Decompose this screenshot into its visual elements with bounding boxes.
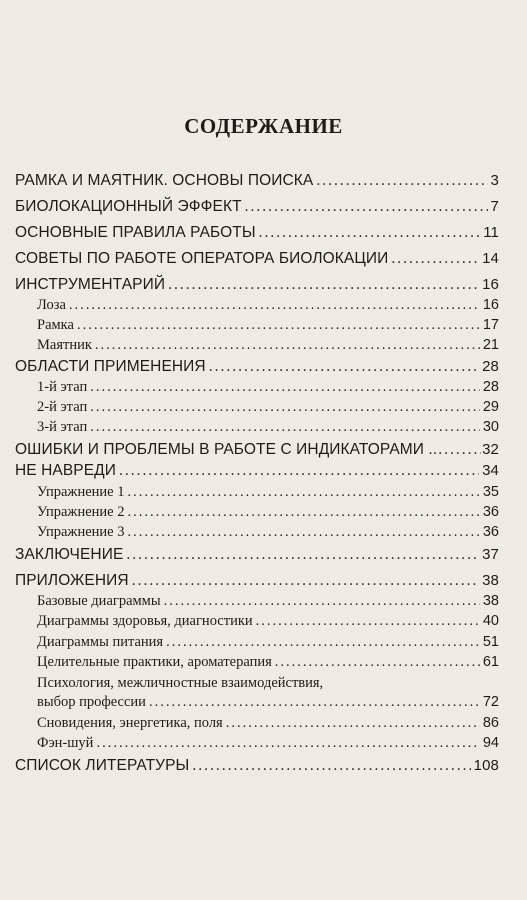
leader-dots [127, 524, 479, 541]
toc-entry-title: Сновидения, энергетика, поля [37, 715, 223, 731]
leader-dots [164, 593, 480, 610]
toc-entry [15, 276, 499, 294]
toc-entry [37, 317, 499, 334]
leader-dots [438, 441, 481, 459]
toc-entry [37, 399, 499, 416]
leader-dots [90, 379, 480, 396]
toc-entry [37, 613, 499, 630]
toc-entry-title: РАМКА И МАЯТНИК. ОСНОВЫ ПОИСКА [15, 172, 314, 189]
leader-dots [256, 613, 480, 630]
toc-entry-title: Маятник [37, 337, 92, 353]
toc-page-number: 32 [482, 441, 499, 458]
toc-page-number: 7 [490, 198, 499, 215]
toc-page-number: 86 [482, 715, 499, 731]
toc-entry-title: 3-й этап [37, 419, 88, 435]
toc-entry [37, 694, 499, 711]
toc-entry-title: Диаграммы здоровья, диагностики [37, 613, 253, 629]
leader-dots [95, 337, 480, 354]
toc-entry-title: 2-й этап [37, 399, 88, 415]
leader-dots [192, 757, 470, 775]
toc-entry [15, 572, 499, 590]
toc-entry [37, 524, 499, 541]
toc-entry-title: НЕ НАВРЕДИ [15, 462, 117, 479]
toc-entry [15, 172, 499, 190]
leader-dots [77, 317, 480, 334]
leader-dots [259, 224, 481, 242]
toc-entry [15, 358, 499, 376]
leader-dots [168, 276, 479, 294]
toc-entry [15, 224, 499, 242]
toc-entry-title: Психология, межличностные взаимодействия, [37, 675, 324, 691]
toc-entry-title: ИНСТРУМЕНТАРИЙ [15, 276, 166, 293]
toc-page-number: 30 [482, 419, 499, 435]
toc-entry [15, 462, 499, 480]
toc-page-number: 29 [482, 399, 499, 415]
toc-entry-title: 1-й этап [37, 379, 88, 395]
toc-entry [37, 675, 499, 692]
toc-entry-title: Упражнение 2 [37, 504, 125, 520]
toc-entry-title: ОШИБКИ И ПРОБЛЕМЫ В РАБОТЕ С ИНДИКАТОРАМИ .. [15, 441, 438, 458]
toc-page-number: 51 [482, 634, 499, 650]
toc-entry-title: Упражнение 1 [37, 484, 125, 500]
toc-entry-title: Целительные практики, ароматерапия [37, 654, 272, 670]
toc-page-number: 38 [482, 593, 499, 609]
toc-entry-title: выбор профессии [37, 694, 146, 710]
toc-entry-title: СПИСОК ЛИТЕРАТУРЫ [15, 757, 190, 774]
toc-entry [37, 634, 499, 651]
toc-entry [37, 297, 499, 314]
toc-page-number: 36 [482, 524, 499, 540]
toc-entry-title: Фэн-шуй [37, 735, 94, 751]
toc-page-number: 61 [482, 654, 499, 670]
toc-page-number: 34 [482, 462, 499, 479]
toc-page-number: 36 [482, 504, 499, 520]
toc-entry-title: ОБЛАСТИ ПРИМЕНЕНИЯ [15, 358, 206, 375]
toc-page-number: 16 [482, 297, 499, 313]
toc-entry [15, 250, 499, 268]
toc-entry-title: ЗАКЛЮЧЕНИЕ [15, 546, 124, 563]
toc-entry [15, 198, 499, 216]
leader-dots [127, 484, 479, 501]
leader-dots [226, 715, 480, 732]
leader-dots [149, 694, 480, 711]
toc-entry [15, 757, 499, 775]
toc-page-number: 108 [473, 757, 499, 774]
toc-entry [15, 441, 499, 459]
toc-page-number: 35 [482, 484, 499, 500]
leader-dots [69, 297, 480, 314]
toc-entry-title: СОВЕТЫ ПО РАБОТЕ ОПЕРАТОРА БИОЛОКАЦИИ [15, 250, 389, 267]
leader-dots [316, 172, 487, 190]
leader-dots [96, 735, 479, 752]
toc-entry [37, 504, 499, 521]
leader-dots [127, 504, 479, 521]
toc-entry-title: ПРИЛОЖЕНИЯ [15, 572, 129, 589]
toc-entry [37, 484, 499, 501]
leader-dots [90, 399, 480, 416]
toc-page-number: 17 [482, 317, 499, 333]
leader-dots [275, 654, 480, 671]
leader-dots [209, 358, 479, 376]
toc-entry-title: Упражнение 3 [37, 524, 125, 540]
toc-entry [15, 546, 499, 564]
toc-page-number: 28 [482, 358, 499, 375]
toc-entry [37, 419, 499, 436]
toc-entry-title: Диаграммы питания [37, 634, 164, 650]
toc-entry [37, 593, 499, 610]
toc-entry-title: Лоза [37, 297, 66, 313]
toc-entry [37, 379, 499, 396]
leader-dots [132, 572, 479, 590]
toc-page-number: 14 [482, 250, 499, 267]
toc-entry-title: ОСНОВНЫЕ ПРАВИЛА РАБОТЫ [15, 224, 256, 241]
toc-entry [37, 715, 499, 732]
toc-page-number: 28 [482, 379, 499, 395]
toc-entry-title: БИОЛОКАЦИОННЫЙ ЭФФЕКТ [15, 198, 242, 215]
toc-page-number: 37 [482, 546, 499, 563]
leader-dots [166, 634, 480, 651]
toc-entry [37, 337, 499, 354]
leader-dots [90, 419, 480, 436]
leader-dots [126, 546, 479, 564]
toc-page-number: 11 [483, 224, 499, 241]
leader-dots [391, 250, 479, 268]
toc-entry-title: Базовые диаграммы [37, 593, 161, 609]
toc-page-number: 72 [482, 694, 499, 710]
toc-page-number: 16 [482, 276, 499, 293]
toc-page-number: 3 [490, 172, 499, 189]
leader-dots [245, 198, 488, 216]
toc-page-number: 94 [482, 735, 499, 751]
toc-page-number: 40 [482, 613, 499, 629]
leader-dots [119, 462, 479, 480]
toc-page-number: 21 [482, 337, 499, 353]
toc-page-number: 38 [482, 572, 499, 589]
page-title: СОДЕРЖАНИЕ [184, 114, 343, 138]
toc-entry [37, 735, 499, 752]
toc-entry [37, 654, 499, 671]
toc-entry-title: Рамка [37, 317, 74, 333]
